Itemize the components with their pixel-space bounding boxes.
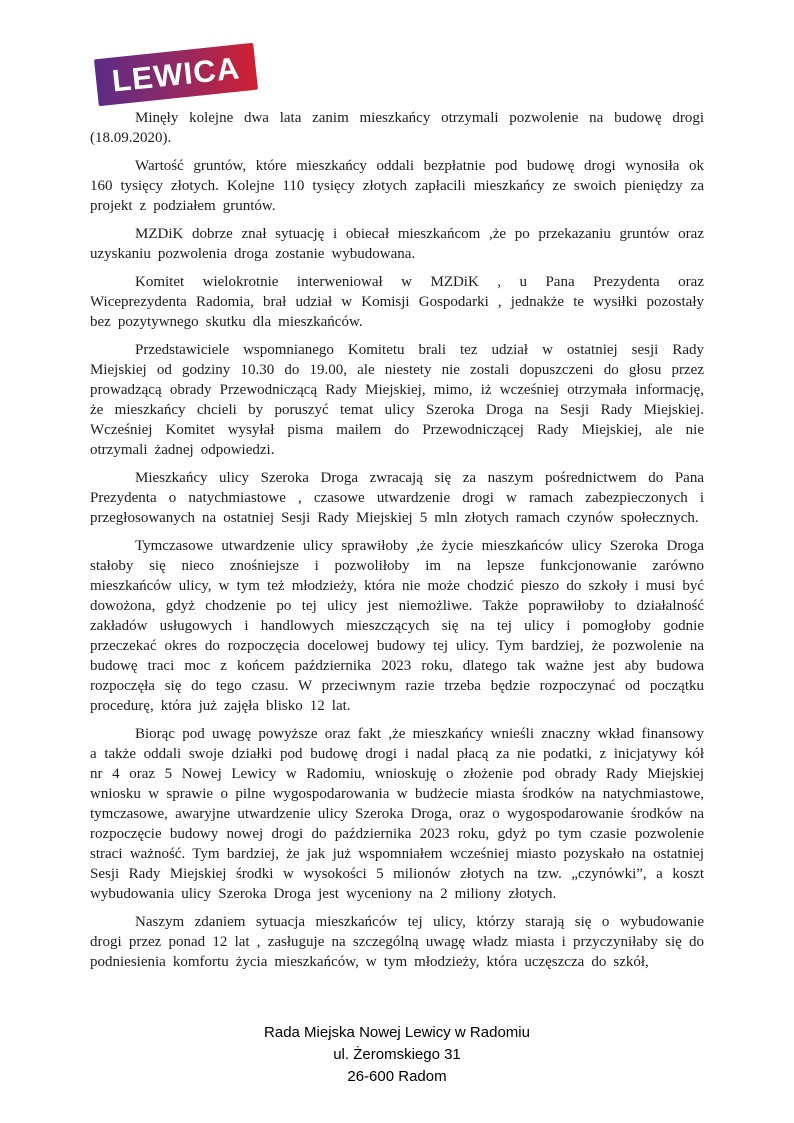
footer-address bbox=[0, 1022, 794, 1088]
paragraph-permit: Minęły kolejne dwa lata zanim mieszkańcy otrzymali pozwolenie na budowę drogi (18.09.2020). bbox=[90, 110, 704, 146]
paragraph-temporary-road: Tymczasowe utwardzenie ulicy sprawiłoby ,że życie mieszkańców ulicy Szeroka Droga stałoby się nieco znośniejsze i pozwoliłoby im na lepsze funkcjonowanie zarówno mieszkańców ulicy, w tym też młodzieży, która nie może chodzić pieszo do szkoły i musi być dowożona, gdyż chodzenie po tej ulicy jest niemożliwe. Także poprawiłoby to działalność zakładów usługowych i handlowych mieszczących się na tej ulicy i pomogłoby godnie przeczekać okres do rozpoczęcia docelowej budowy tej ulicy. Tym bardziej, że pozwolenie na budowę traci moc z końcem października 2023 roku, dlatego tak ważne jest aby budowa rozpoczęła się do tego czasu. W przeciwnym razie trzeba będzie rozpoczynać od początku procedurę, która już zajęła blisko 12 lat. bbox=[90, 538, 704, 714]
footer-street: ul. Żeromskiego 31 bbox=[333, 1046, 461, 1063]
paragraph-mzdik-promise: MZDiK dobrze znał sytuację i obiecał mieszkańcom ,że po przekazaniu gruntów oraz uzyskaniu pozwolenia droga zostanie wybudowana. bbox=[90, 226, 704, 262]
footer-city: 26-600 Radom bbox=[347, 1068, 447, 1085]
paragraph-land-value: Wartość gruntów, które mieszkańcy oddali bezpłatnie pod budowę drogi wynosiła ok 160 tysięcy złotych. Kolejne 110 tysięcy złotych zapłacili mieszkańcy ze swoich pieniędzy za projekt z podziałem gruntów. bbox=[90, 158, 704, 214]
footer-organization: Rada Miejska Nowej Lewicy w Radomiu bbox=[264, 1024, 530, 1041]
paragraph-session: Przedstawiciele wspomnianego Komitetu brali tez udział w ostatniej sesji Rady Miejskiej od godziny 10.30 do 19.00, ale niestety nie zostali dopuszczeni do głosu przez prowadzącą obrady Przewodniczącą Rady Miejskiej, mimo, iż wcześniej otrzymała informację, że mieszkańcy chcieli by poruszyć temat ulicy Szeroka Droga na Sesji Rady Miejskiej. Wcześniej Komitet wysyłał pisma mailem do Przewodniczącej Rady Miejskiej, ale nie otrzymali żadnej odpowiedzi. bbox=[90, 342, 704, 458]
paragraph-motion: Biorąc pod uwagę powyższe oraz fakt ,że mieszkańcy wnieśli znaczny wkład finansowy a także oddali swoje działki pod budowę drogi i nadal płacą za nie podatki, z inicjatywy kół nr 4 oraz 5 Nowej Lewicy w Radomiu, wnioskuję o złożenie pod obrady Rady Miejskiej wniosku w sprawie o pilne wygospodarowania w budżecie miasta środków na natychmiastowe, tymczasowe, awaryjne utwardzenie ulicy Szeroka Droga, oraz o wygospodarowanie środków na rozpoczęcie budowy nowej drogi do października 2023 roku, gdyż po tym czasie pozwolenie straci ważność. Tym bardziej, że jak już wspomniałem wcześniej miasto pozyskało na ostatniej Sesji Rady Miejskiej środki w wysokości 5 milionów złotych na tzw. „czynówki”, a koszt wybudowania ulicy Szeroka Droga jest wyceniony na 2 miliony złotych. bbox=[90, 726, 704, 902]
lewica-logo-text: LEWICA bbox=[110, 50, 242, 99]
paragraph-request: Mieszkańcy ulicy Szeroka Droga zwracają się za naszym pośrednictwem do Pana Prezydenta o natychmiastowe , czasowe utwardzenie drogi w ramach zabezpieczonych i przegłosowanych na ostatniej Sesji Rady Miejskiej 5 mln złotych ramach czynów społecznych. bbox=[90, 470, 704, 526]
letter-body bbox=[90, 108, 704, 980]
paragraph-conclusion: Naszym zdaniem sytuacja mieszkańców tej ulicy, którzy starają się o wybudowanie drogi przez ponad 12 lat , zasługuje na szczególną uwagę władz miasta i przyczyniłaby się do podniesienia komfortu życia mieszkańców, w tym młodzieży, która uczęszcza do szkół, bbox=[90, 914, 704, 970]
lewica-logo bbox=[94, 43, 258, 106]
paragraph-committee: Komitet wielokrotnie interweniował w MZDiK , u Pana Prezydenta oraz Wiceprezydenta Radomia, brał udział w Komisji Gospodarki , jednakże te wysiłki pozostały bez pozytywnego skutku dla mieszkańców. bbox=[90, 274, 704, 330]
